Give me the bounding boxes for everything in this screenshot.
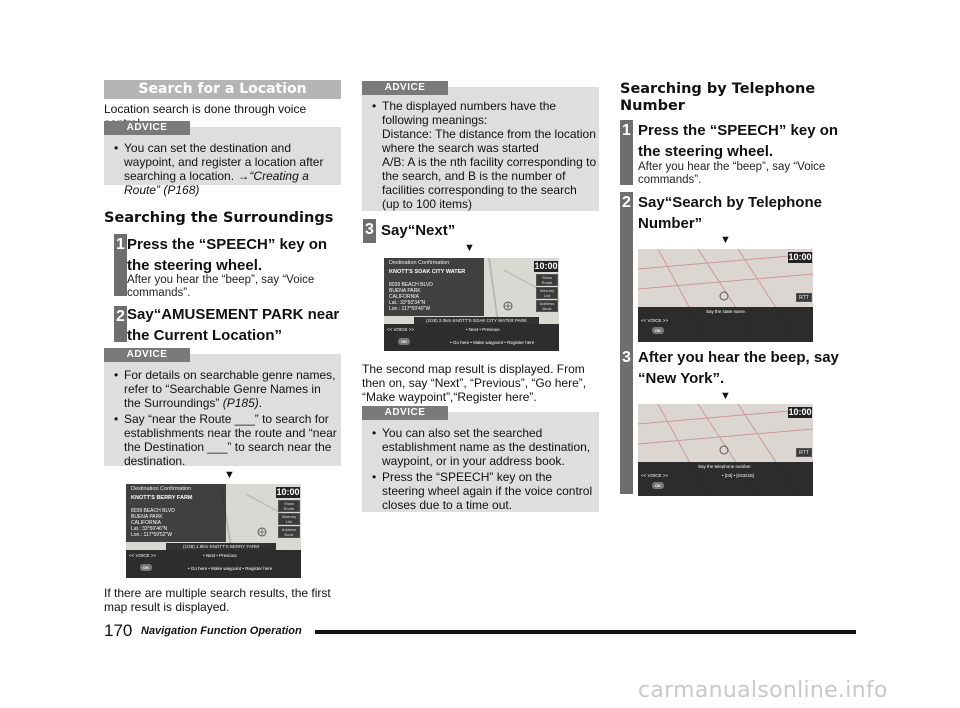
step-description: After you hear the “beep”, say “Voice commands”.	[638, 161, 826, 186]
step-title: Say“AMUSEMENT PARK near the Current Location”	[127, 306, 340, 344]
destination-panel	[384, 258, 484, 316]
screen-caption: If there are multiple search results, the first map result is displayed.	[104, 586, 331, 614]
down-arrow-icon: ▼	[464, 242, 475, 254]
page-reference: (P185)	[222, 396, 259, 410]
panel-title: Destination Confirmation	[389, 260, 450, 266]
destination-panel	[126, 484, 226, 542]
step-title: Say“Next”	[381, 222, 456, 239]
advice-item: • Press the “SPEECH” key on the steering wheel again if the voice control closes due to a time out.	[372, 470, 597, 512]
voice-bar	[126, 550, 301, 578]
voice-bar	[638, 307, 813, 342]
nav-screen-1	[126, 484, 301, 578]
section-heading: Searching the Surroundings	[104, 210, 334, 226]
nav-screen-4	[638, 404, 813, 496]
panel-title: Destination Confirmation	[131, 486, 192, 492]
show-route-button[interactable]: Show Route	[278, 500, 300, 512]
advice-list	[114, 141, 339, 199]
voice-label: << VOICE >>	[641, 318, 669, 323]
down-arrow-icon: ▼	[720, 390, 731, 402]
step-number: 1	[116, 236, 125, 253]
destination-name: KNOTT'S BERRY FARM	[131, 495, 193, 501]
step-bar-r3	[620, 347, 633, 494]
address-book-button[interactable]: Address Book	[278, 526, 300, 538]
advice-item: • You can set the destination and waypoint, and register a location after searching a location. →“Creating a Route” (P168)	[114, 141, 339, 197]
voice-options: • Go here • Make waypoint • Register here	[450, 340, 535, 345]
step-number: 1	[622, 122, 631, 139]
advice-list	[114, 368, 339, 470]
advice-tab: ADVICE	[362, 406, 448, 420]
ok-button[interactable]: OK	[652, 482, 664, 489]
step-bar-1	[114, 234, 127, 296]
voice-prompt: Say the state name.	[706, 309, 747, 314]
advice-box-4	[362, 407, 599, 512]
result-line: (2/28) 2.0km KNOTT'S SOAK CITY WATER PARK	[414, 317, 539, 324]
step-bar-3	[363, 219, 376, 243]
clock: 10:00	[534, 261, 558, 271]
rtt-button[interactable]: RTT	[796, 293, 812, 302]
nav-screen-2	[384, 258, 559, 351]
address-line: CALIFORNIA	[131, 520, 162, 526]
step-title: Press the “SPEECH” key on the steering wheel.	[127, 236, 328, 274]
advice-tab: ADVICE	[104, 121, 190, 135]
voice-bar	[384, 324, 559, 351]
advice-box-3	[362, 82, 599, 211]
clock: 10:00	[788, 252, 812, 262]
voice-label: << VOICE >>	[129, 553, 157, 558]
step-number: 2	[116, 308, 125, 325]
page-number: 170	[104, 621, 133, 640]
longitude: Lon.: 117°59'52"W	[131, 532, 173, 538]
section-banner: Search for a Location	[104, 80, 341, 99]
ok-button[interactable]: OK	[652, 327, 664, 334]
rtt-button[interactable]: RTT	[796, 448, 812, 457]
voice-label: << VOICE >>	[641, 473, 669, 478]
clock: 10:00	[276, 487, 300, 497]
advice-tab: ADVICE	[362, 81, 448, 95]
advice-box-2	[104, 349, 341, 468]
step-title: Press the “SPEECH” key on the steering wheel.	[638, 122, 839, 160]
step-number: 3	[365, 221, 374, 238]
advice-list	[372, 99, 597, 213]
down-arrow-icon: ▼	[224, 469, 235, 481]
address-book-button[interactable]: Address Book	[536, 300, 558, 312]
address-line: 8039 BEACH BLVD	[389, 282, 433, 288]
advice-tab: ADVICE	[104, 348, 190, 362]
advice-item: • For details on searchable genre names, refer to “Searchable Genre Names in the Surroundings” (P185).	[114, 368, 339, 410]
screen-caption: The second map result is displayed. From then on, say “Next”, “Previous”, “Go here”, “Make waypoint”,“Register here”.	[362, 362, 587, 404]
section-heading: Searching by Telephone Number	[620, 81, 816, 114]
show-route-button[interactable]: Show Route	[536, 274, 558, 286]
latitude: Lat.: 33°50'34"N	[389, 300, 426, 306]
step-bar-2	[114, 306, 127, 342]
footer-rule	[315, 630, 856, 634]
footer-section-title: Navigation Function Operation	[141, 625, 302, 637]
advice-box-1	[104, 122, 341, 197]
nav-screen-3	[638, 249, 813, 342]
voice-options: • [03] • [033218]	[722, 473, 754, 478]
voice-label: << VOICE >>	[387, 327, 415, 332]
voice-options: • Next • Previous	[203, 553, 237, 558]
step-bar-r1	[620, 120, 633, 185]
voice-bar	[638, 462, 813, 496]
result-line: (1/28) 1.8km KNOTT'S BERRY FARM	[166, 543, 276, 550]
ok-button[interactable]: OK	[140, 564, 152, 571]
intro-text: Location search is done through voice	[104, 102, 307, 116]
address-line: BUENA PARK	[131, 514, 163, 520]
address-line: CALIFORNIA	[389, 294, 420, 300]
destination-name: KNOTT'S SOAK CITY WATER	[389, 269, 466, 275]
step-number: 2	[622, 194, 631, 211]
advice-list	[372, 426, 597, 514]
page-reference: →“Creating a Route” (P168)	[124, 169, 309, 197]
latitude: Lat.: 33°50'46"N	[131, 526, 168, 532]
step-title: Say“Search by Telephone Number”	[638, 194, 822, 232]
advice-item: • The displayed numbers have the following meanings: Distance: The distance from the location where the search was started A/B: A is the nth facility corresponding to the search, and B is the number of facilities corresponding to the search (up to 100 items)	[372, 99, 597, 211]
down-arrow-icon: ▼	[720, 234, 731, 246]
itinerary-list-button[interactable]: Itinerary List	[536, 287, 558, 299]
advice-item: • Say “near the Route ___” to search for establishments near the route and “near the Destination ___” to search near the destination.	[114, 412, 339, 468]
watermark: carmanualsonline.info	[638, 678, 888, 703]
address-line: 8039 BEACH BLVD	[131, 508, 175, 514]
voice-options: • Go here • Make waypoint • Register here	[188, 566, 273, 571]
voice-prompt: Say the telephone number.	[698, 464, 752, 469]
step-number: 3	[622, 349, 631, 366]
advice-item: • You can also set the searched establishment name as the destination, waypoint, or in your address book.	[372, 426, 597, 468]
itinerary-list-button[interactable]: Itinerary List	[278, 513, 300, 525]
ok-button[interactable]: OK	[398, 338, 410, 345]
clock: 10:00	[788, 407, 812, 417]
longitude: Lon.: 117°59'40"W	[389, 306, 431, 312]
voice-options: • Next • Previous	[466, 327, 500, 332]
step-title: After you hear the beep, say “New York”.	[638, 349, 839, 387]
address-line: BUENA PARK	[389, 288, 421, 294]
step-description: After you hear the “beep”, say “Voice commands”.	[127, 274, 315, 299]
